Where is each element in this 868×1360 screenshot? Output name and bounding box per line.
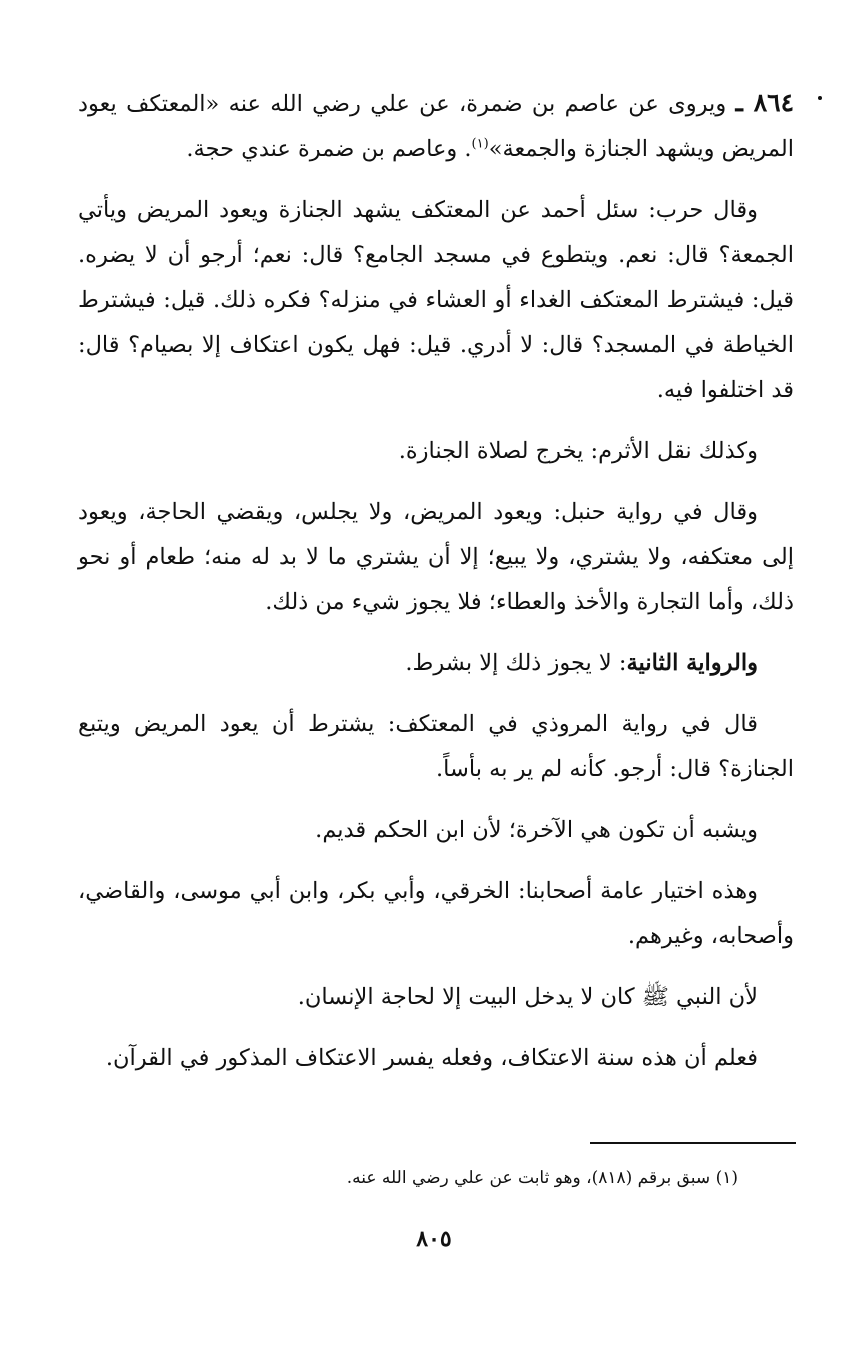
footnote-reference: (١) bbox=[471, 136, 489, 152]
paragraph-text: وكذلك نقل الأثرم: يخرج لصلاة الجنازة. bbox=[398, 438, 758, 464]
paragraph-text-after: . وعاصم بن ضمرة عندي حجة. bbox=[186, 136, 472, 162]
paragraph-hadith-864 bbox=[78, 80, 794, 172]
paragraph-companions bbox=[78, 869, 794, 959]
paragraph-text: وقال في رواية حنبل: ويعود المريض، ولا يجلس، ويقضي الحاجة، ويعود إلى معتكفه، ولا يشتري، ولا يبيع؛ إلا أن يشتري ما لا بد له منه؛ طعام أو نحو ذلك، وأما التجارة والأخذ والعطاء؛ فلا يجوز شيء من ذلك. bbox=[78, 499, 794, 615]
stray-dot bbox=[818, 96, 822, 100]
page-number: ٨٠٥ bbox=[416, 1226, 452, 1252]
paragraph-text: ويروى عن عاصم بن ضمرة، عن علي رضي الله عنه «المعتكف يعود المريض ويشهد الجنازة والجمعة» bbox=[78, 91, 794, 162]
paragraph-text: وهذه اختيار عامة أصحابنا: الخرقي، وأبي بكر، وابن أبي موسى، والقاضي، وأصحابه، وغيرهم. bbox=[78, 878, 794, 949]
paragraph-text: وقال حرب: سئل أحمد عن المعتكف يشهد الجنازة ويعود المريض ويأتي الجمعة؟ قال: نعم. ويتطوع في مسجد الجامع؟ قال: نعم؛ أرجو أن لا يضره. قيل: فيشترط المعتكف الغداء أو العشاء في منزله؟ فكره ذلك. قيل: فيشترط الخياطة في المسجد؟ قال: لا أدري. قيل: فهل يكون اعتكاف إلا بصيام؟ قال: قد اختلفوا فيه. bbox=[78, 197, 794, 403]
paragraph-second-narration bbox=[78, 641, 794, 686]
paragraph-ibn-hakam bbox=[78, 808, 794, 853]
paragraph-text: فعلم أن هذه سنة الاعتكاف، وفعله يفسر الاعتكاف المذكور في القرآن. bbox=[105, 1045, 758, 1071]
paragraph-text: قال في رواية المروذي في المعتكف: يشترط أن يعود المريض ويتبع الجنازة؟ قال: أرجو. كأنه لم ير به بأساً. bbox=[78, 711, 794, 782]
body-text bbox=[78, 80, 794, 1081]
paragraph-hanbal bbox=[78, 490, 794, 625]
paragraph-athram bbox=[78, 429, 794, 474]
hadith-number: ٨٦٤ ـ bbox=[735, 88, 795, 117]
paragraph-text: ويشبه أن تكون هي الآخرة؛ لأن ابن الحكم قديم. bbox=[315, 817, 758, 843]
paragraph-marwadhi bbox=[78, 702, 794, 792]
paragraph-text: لأن النبي ﷺ كان لا يدخل البيت إلا لحاجة الإنسان. bbox=[297, 984, 758, 1010]
footnote: (١) سبق برقم (٨١٨)، وهو ثابت عن علي رضي الله عنه. bbox=[346, 1168, 738, 1188]
paragraph-conclusion bbox=[78, 1036, 794, 1081]
footnote-divider bbox=[590, 1142, 796, 1144]
paragraph-prophet bbox=[78, 975, 794, 1020]
paragraph-harb bbox=[78, 188, 794, 413]
second-narration-heading: والرواية الثانية bbox=[626, 650, 758, 676]
paragraph-text: : لا يجوز ذلك إلا بشرط. bbox=[405, 650, 627, 676]
